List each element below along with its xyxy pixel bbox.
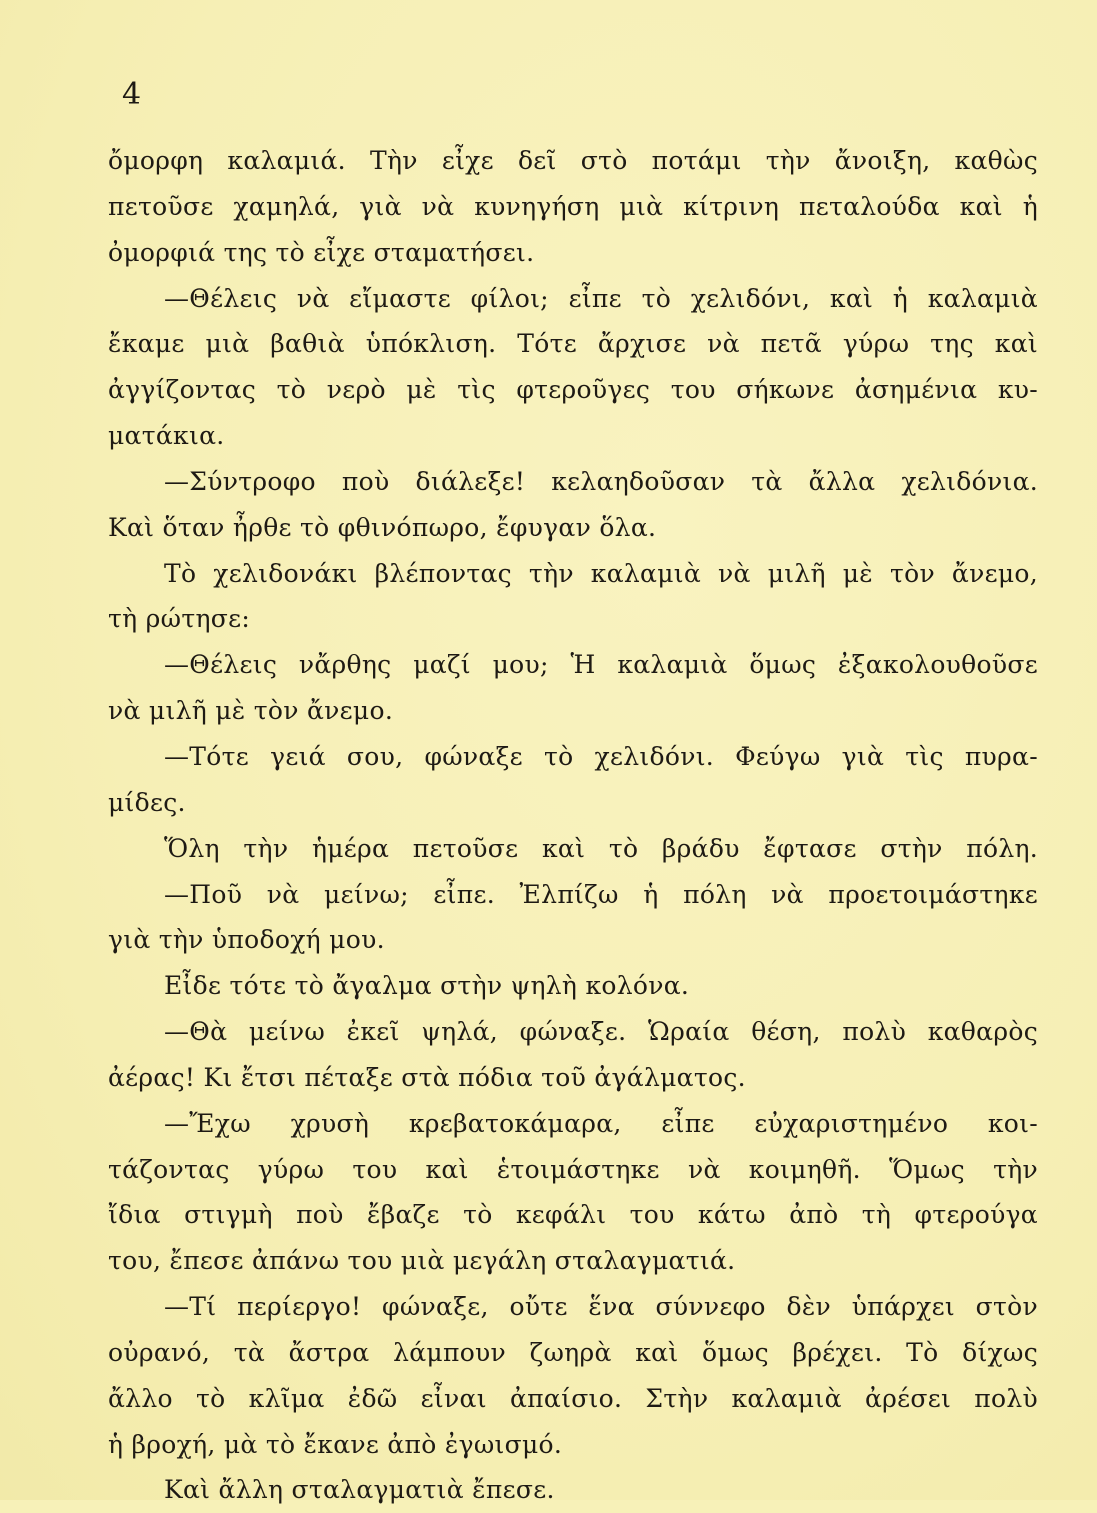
text-line: Ὅλη τὴν ἡμέρα πετοῦσε καὶ τὸ βράδυ ἔφτασε στὴν πόλη. [164, 833, 1038, 863]
text-line: —Σύντροφο ποὺ διάλεξε! κελαηδοῦσαν τὰ ἄλλα χελιδόνια. [164, 466, 1038, 496]
text-line: —Τότε γειά σου, φώναξε τὸ χελιδόνι. Φεύγω γιὰ τὶς πυρα- [164, 741, 1038, 771]
text-line: —Θέλεις νὰ εἴμαστε φίλοι; εἶπε τὸ χελιδόνι, καὶ ἡ καλαμιὰ [164, 283, 1038, 313]
text-line: ἄλλο τὸ κλῖμα ἐδῶ εἶναι ἀπαίσιο. Στὴν καλαμιὰ ἀρέσει πολὺ [108, 1383, 1038, 1413]
text-line: —Θὰ μείνω ἐκεῖ ψηλά, φώναξε. Ὡραία θέση, πολὺ καθαρὸς [164, 1017, 1038, 1047]
text-line: ἔκαμε μιὰ βαθιὰ ὑπόκλιση. Τότε ἄρχισε νὰ πετᾶ γύρω της καὶ [108, 329, 1038, 359]
text-line: Καὶ ἄλλη σταλαγματιὰ ἔπεσε. [164, 1475, 555, 1505]
text-line: τάζοντας γύρω του καὶ ἑτοιμάστηκε νὰ κοιμηθῆ. Ὅμως τὴν [108, 1154, 1038, 1184]
text-line: ἀέρας! Κι ἔτσι πέταξε στὰ πόδια τοῦ ἀγάλματος. [108, 1062, 746, 1092]
text-line: ματάκια. [108, 421, 225, 451]
text-line: τὴ ρώτησε: [108, 604, 251, 634]
text-line: Εἶδε τότε τὸ ἄγαλμα στὴν ψηλὴ κολόνα. [164, 971, 690, 1001]
body-text [108, 138, 1038, 1513]
text-line: —Θέλεις νἄρθης μαζί μου; Ἡ καλαμιὰ ὅμως ἐξακολουθοῦσε [164, 650, 1038, 680]
text-line: μίδες. [108, 787, 186, 817]
text-line: ἀγγίζοντας τὸ νερὸ μὲ τὶς φτεροῦγες του σήκωνε ἀσημένια κυ- [108, 375, 1038, 405]
text-line: —Ἔχω χρυσὴ κρεβατοκάμαρα, εἶπε εὐχαριστημένο κοι- [164, 1108, 1038, 1138]
page-number: 4 [122, 77, 142, 112]
text-line: του, ἔπεσε ἀπάνω του μιὰ μεγάλη σταλαγματιά. [108, 1246, 736, 1276]
text-line: γιὰ τὴν ὑποδοχή μου. [108, 925, 385, 955]
text-line: ὀμορφιά της τὸ εἶχε σταματήσει. [108, 237, 535, 267]
text-line: Τὸ χελιδονάκι βλέποντας τὴν καλαμιὰ νὰ μιλῆ μὲ τὸν ἄνεμο, [164, 558, 1038, 588]
text-line: —Τί περίεργο! φώναξε, οὔτε ἕνα σύννεφο δὲν ὑπάρχει στὸν [164, 1292, 1038, 1322]
text-line: ὄμορφη καλαμιά. Τὴν εἶχε δεῖ στὸ ποτάμι τὴν ἄνοιξη, καθὼς [108, 146, 1038, 175]
text-line: Καὶ ὅταν ἦρθε τὸ φθινόπωρο, ἔφυγαν ὅλα. [108, 512, 657, 542]
text-line: νὰ μιλῆ μὲ τὸν ἄνεμο. [108, 696, 394, 726]
text-line: ἴδια στιγμὴ ποὺ ἔβαζε τὸ κεφάλι του κάτω ἀπὸ τὴ φτερούγα [108, 1200, 1038, 1230]
text-line: οὐρανό, τὰ ἄστρα λάμπουν ζωηρὰ καὶ ὅμως βρέχει. Τὸ δίχως [108, 1337, 1038, 1367]
text-line: ἡ βροχή, μὰ τὸ ἔκανε ἀπὸ ἐγωισμό. [108, 1429, 563, 1459]
text-line: —Ποῦ νὰ μείνω; εἶπε. Ἐλπίζω ἡ πόλη νὰ προετοιμάστηκε [164, 879, 1038, 909]
text-line: πετοῦσε χαμηλά, γιὰ νὰ κυνηγήση μιὰ κίτρινη πεταλούδα καὶ ἡ [108, 191, 1038, 221]
